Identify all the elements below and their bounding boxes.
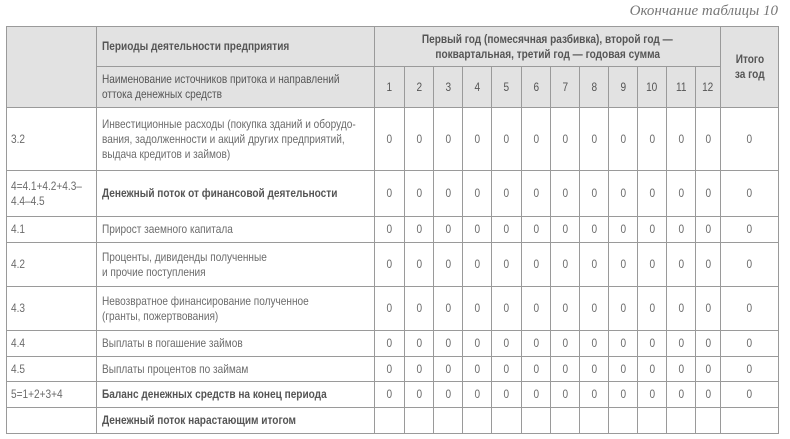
row-total: 0 — [721, 171, 779, 217]
month-1-value: 0 — [375, 331, 405, 357]
month-7-value: 0 — [551, 108, 580, 171]
month-6-value: 0 — [522, 331, 551, 357]
row-label: Прирост заемного капитала — [97, 217, 375, 243]
row-label: Инвестиционные расходы (покупка зданий и оборудо- вания, задолженности и акций других предприятий, выдача кредитов и займов) — [97, 108, 375, 171]
row-total: 0 — [721, 243, 779, 287]
month-11-value: 0 — [667, 217, 696, 243]
month-6-value: 0 — [522, 108, 551, 171]
month-1-value: 0 — [375, 171, 405, 217]
month-12-value: 0 — [696, 357, 721, 382]
month-2-value: 0 — [405, 331, 434, 357]
month-10-value: 0 — [638, 331, 667, 357]
month-8-value: 0 — [580, 357, 609, 382]
month-11-value: 0 — [667, 171, 696, 217]
row-total: 0 — [721, 357, 779, 382]
header-breakdown: Первый год (помесячная разбивка), второй год — поквартальная, третий год — годовая сумма — [375, 27, 721, 67]
table-caption: Окончание таблицы 10 — [629, 3, 778, 19]
month-7-value: 0 — [551, 382, 580, 408]
month-6-value: 0 — [522, 217, 551, 243]
row-code: 4.4 — [7, 331, 97, 357]
month-4-value: 0 — [463, 287, 492, 331]
month-5-value: 0 — [492, 357, 522, 382]
month-1-value: 0 — [375, 287, 405, 331]
row-code: 4.1 — [7, 217, 97, 243]
month-10-value: 0 — [638, 382, 667, 408]
row-total — [721, 408, 779, 434]
month-11-value: 0 — [667, 243, 696, 287]
month-8-value: 0 — [580, 217, 609, 243]
month-11-value: 0 — [667, 108, 696, 171]
month-2-value: 0 — [405, 108, 434, 171]
month-2-value: 0 — [405, 357, 434, 382]
month-9-value: 0 — [609, 382, 638, 408]
table-row — [7, 217, 779, 243]
row-code: 4.5 — [7, 357, 97, 382]
header-names: Наименование источников притока и направлений оттока денежных средств — [97, 67, 375, 108]
month-6-value: 0 — [522, 171, 551, 217]
header-row-2 — [7, 67, 779, 108]
month-7-value: 0 — [551, 243, 580, 287]
month-4-value: 0 — [463, 243, 492, 287]
month-3-value: 0 — [434, 287, 463, 331]
month-2-value: 0 — [405, 171, 434, 217]
month-2-value: 0 — [405, 287, 434, 331]
month-7-value: 0 — [551, 171, 580, 217]
month-5-value: 0 — [492, 382, 522, 408]
header-month-5: 5 — [492, 67, 522, 108]
month-5-value: 0 — [492, 171, 522, 217]
month-6-value: 0 — [522, 287, 551, 331]
row-total: 0 — [721, 331, 779, 357]
row-label: Выплаты процентов по займам — [97, 357, 375, 382]
month-12-value: 0 — [696, 108, 721, 171]
month-11-value: 0 — [667, 382, 696, 408]
month-3-value: 0 — [434, 382, 463, 408]
month-6-value: 0 — [522, 357, 551, 382]
row-total: 0 — [721, 217, 779, 243]
row-code: 4.3 — [7, 287, 97, 331]
month-1-value: 0 — [375, 108, 405, 171]
row-label: Баланс денежных средств на конец периода — [97, 382, 375, 408]
month-9-value: 0 — [609, 331, 638, 357]
month-3-value — [434, 408, 463, 434]
month-11-value: 0 — [667, 331, 696, 357]
month-7-value: 0 — [551, 217, 580, 243]
cash-flow-table — [6, 26, 779, 434]
header-month-11: 11 — [667, 67, 696, 108]
month-5-value — [492, 408, 522, 434]
table-row — [7, 382, 779, 408]
header-total: Итого за год — [721, 27, 779, 108]
month-2-value — [405, 408, 434, 434]
header-month-10: 10 — [638, 67, 667, 108]
row-code: 4.2 — [7, 243, 97, 287]
header-month-1: 1 — [375, 67, 405, 108]
month-3-value: 0 — [434, 171, 463, 217]
month-6-value: 0 — [522, 382, 551, 408]
month-4-value: 0 — [463, 108, 492, 171]
month-12-value: 0 — [696, 382, 721, 408]
month-5-value: 0 — [492, 287, 522, 331]
row-total: 0 — [721, 108, 779, 171]
month-8-value: 0 — [580, 171, 609, 217]
month-1-value: 0 — [375, 217, 405, 243]
month-4-value: 0 — [463, 217, 492, 243]
month-6-value — [522, 408, 551, 434]
month-3-value: 0 — [434, 357, 463, 382]
month-12-value — [696, 408, 721, 434]
header-month-9: 9 — [609, 67, 638, 108]
month-11-value — [667, 408, 696, 434]
month-10-value: 0 — [638, 287, 667, 331]
table-row — [7, 287, 779, 331]
header-row-1 — [7, 27, 779, 67]
month-8-value: 0 — [580, 243, 609, 287]
month-10-value: 0 — [638, 108, 667, 171]
header-month-8: 8 — [580, 67, 609, 108]
month-10-value: 0 — [638, 217, 667, 243]
month-12-value: 0 — [696, 171, 721, 217]
month-1-value: 0 — [375, 382, 405, 408]
header-code-cell — [7, 27, 97, 108]
month-2-value: 0 — [405, 382, 434, 408]
month-3-value: 0 — [434, 108, 463, 171]
header-periods: Периоды деятельности предприятия — [97, 27, 375, 67]
row-label: Выплаты в погашение займов — [97, 331, 375, 357]
month-10-value: 0 — [638, 243, 667, 287]
month-8-value: 0 — [580, 108, 609, 171]
month-2-value: 0 — [405, 243, 434, 287]
month-12-value: 0 — [696, 243, 721, 287]
month-9-value: 0 — [609, 217, 638, 243]
month-2-value: 0 — [405, 217, 434, 243]
row-code: 5=1+2+3+4 — [7, 382, 97, 408]
header-month-2: 2 — [405, 67, 434, 108]
month-1-value: 0 — [375, 357, 405, 382]
month-4-value: 0 — [463, 382, 492, 408]
row-code: 3.2 — [7, 108, 97, 171]
month-1-value: 0 — [375, 243, 405, 287]
header-month-4: 4 — [463, 67, 492, 108]
month-10-value: 0 — [638, 357, 667, 382]
table-row — [7, 243, 779, 287]
month-9-value: 0 — [609, 171, 638, 217]
month-8-value: 0 — [580, 331, 609, 357]
month-9-value: 0 — [609, 108, 638, 171]
month-4-value: 0 — [463, 171, 492, 217]
month-7-value: 0 — [551, 331, 580, 357]
month-5-value: 0 — [492, 217, 522, 243]
row-code: 4=4.1+4.2+4.3– 4.4–4.5 — [7, 171, 97, 217]
table-row — [7, 408, 779, 434]
row-total: 0 — [721, 287, 779, 331]
header-month-7: 7 — [551, 67, 580, 108]
month-10-value — [638, 408, 667, 434]
month-9-value: 0 — [609, 243, 638, 287]
month-12-value: 0 — [696, 217, 721, 243]
month-9-value: 0 — [609, 287, 638, 331]
table-row — [7, 331, 779, 357]
table-row — [7, 357, 779, 382]
month-4-value — [463, 408, 492, 434]
month-7-value: 0 — [551, 357, 580, 382]
header-month-6: 6 — [522, 67, 551, 108]
month-4-value: 0 — [463, 357, 492, 382]
month-3-value: 0 — [434, 243, 463, 287]
month-7-value — [551, 408, 580, 434]
month-9-value: 0 — [609, 357, 638, 382]
month-5-value: 0 — [492, 331, 522, 357]
row-label: Невозвратное финансирование полученное (гранты, пожертвования) — [97, 287, 375, 331]
month-8-value: 0 — [580, 287, 609, 331]
month-1-value — [375, 408, 405, 434]
month-11-value: 0 — [667, 287, 696, 331]
row-label: Денежный поток от финансовой деятельности — [97, 171, 375, 217]
month-8-value — [580, 408, 609, 434]
row-total: 0 — [721, 382, 779, 408]
month-5-value: 0 — [492, 108, 522, 171]
row-code — [7, 408, 97, 434]
month-4-value: 0 — [463, 331, 492, 357]
month-12-value: 0 — [696, 331, 721, 357]
month-3-value: 0 — [434, 331, 463, 357]
month-12-value: 0 — [696, 287, 721, 331]
month-7-value: 0 — [551, 287, 580, 331]
month-11-value: 0 — [667, 357, 696, 382]
table-row — [7, 108, 779, 171]
month-9-value — [609, 408, 638, 434]
month-3-value: 0 — [434, 217, 463, 243]
month-8-value: 0 — [580, 382, 609, 408]
month-6-value: 0 — [522, 243, 551, 287]
table-row — [7, 171, 779, 217]
month-10-value: 0 — [638, 171, 667, 217]
row-label: Денежный поток нарастающим итогом — [97, 408, 375, 434]
month-5-value: 0 — [492, 243, 522, 287]
header-month-3: 3 — [434, 67, 463, 108]
header-month-12: 12 — [696, 67, 721, 108]
row-label: Проценты, дивиденды полученные и прочие поступления — [97, 243, 375, 287]
